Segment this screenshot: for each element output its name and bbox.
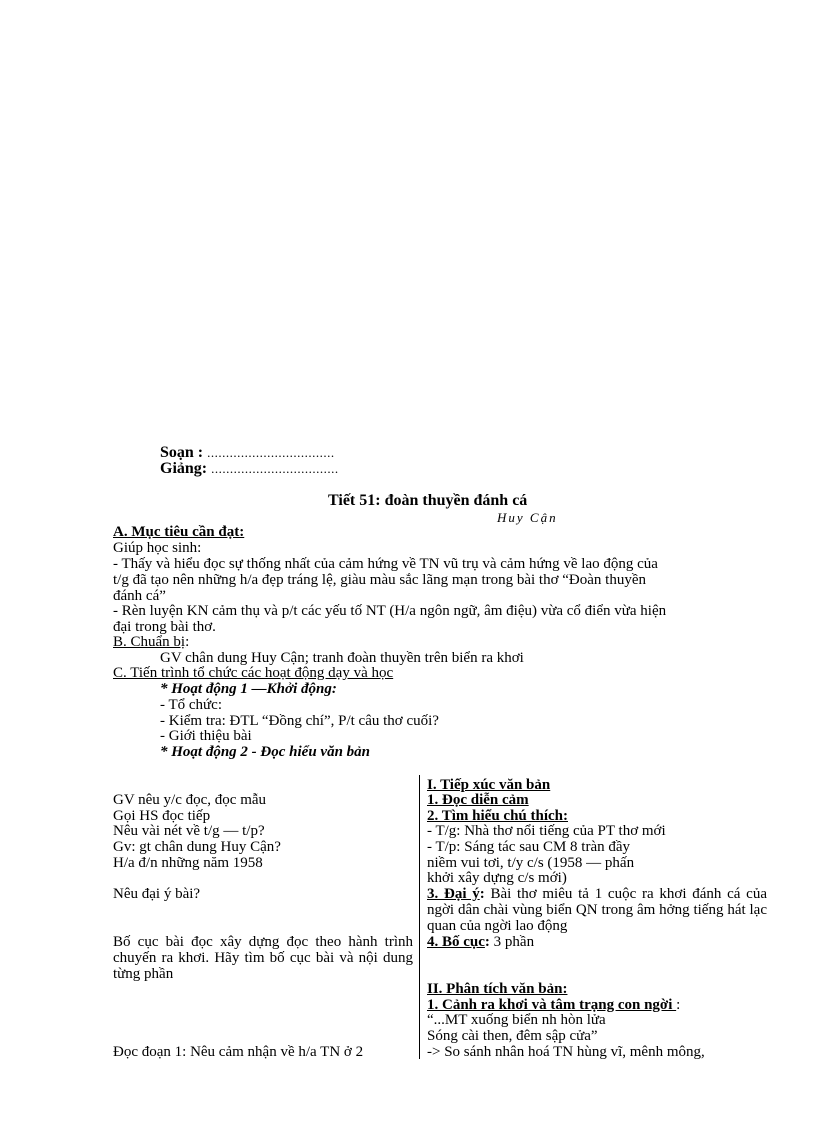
- part-1-heading: I. Tiếp xúc văn bản: [427, 777, 551, 793]
- part-2-heading: II. Phân tích văn bản:: [427, 981, 568, 997]
- activity-1-heading: * Hoạt động 1 —Khởi động:: [160, 681, 337, 697]
- teacher-activity-line: Gv: gt chân dung Huy Cận?: [113, 839, 281, 855]
- work-note-line-1: - T/p: Sáng tác sau CM 8 tràn đầy: [427, 839, 631, 855]
- objective-1-line-3: đánh cá”: [113, 588, 166, 604]
- activity-1-item: - Giới thiệu bài: [160, 728, 252, 744]
- main-idea-colon: :: [479, 886, 485, 902]
- teacher-activity-line: GV nêu y/c đọc, đọc mẫu: [113, 792, 267, 808]
- author-name: Huy Cận: [497, 510, 558, 525]
- main-idea-text: Bài thơ miêu tả 1 cuộc ra khơi đánh cá của ngời dân chài vùng biển QN trong âm hởng tiếng hát lạc quan của ngời lao động: [427, 886, 767, 934]
- quote-line-2: Sóng cài then, đêm sập cửa”: [427, 1028, 598, 1044]
- section-a-heading: A. Mục tiêu cần đạt:: [113, 524, 245, 540]
- objective-2-line-2: đại trong bài thơ.: [113, 619, 216, 635]
- reading-heading: 1. Đọc diễn cảm: [427, 792, 529, 808]
- section-a-intro: Giúp học sinh:: [113, 540, 202, 556]
- structure-heading: 4. Bố cục: [427, 934, 485, 950]
- teacher-activity-line: Gọi HS đọc tiếp: [113, 808, 211, 824]
- soan-label: Soạn :: [160, 444, 204, 461]
- section-b-heading-line: [113, 634, 189, 650]
- lesson-title: Tiết 51: đoàn thuyền đánh cá: [328, 492, 528, 509]
- quote-line-1: “...MT xuống biển nh hòn lửa: [427, 1012, 606, 1028]
- question-structure: Bố cục bài đọc xây dựng đọc theo hành trình chuyến ra khơi. Hãy tìm bố cục bài và nội dung từng phần: [113, 934, 413, 982]
- giang-value: ..................................: [211, 461, 339, 476]
- question-passage-1: Đọc đoạn 1: Nêu cảm nhận về h/a TN ở 2: [113, 1044, 364, 1060]
- giang-label: Giảng:: [160, 460, 208, 477]
- main-idea-block: [427, 886, 767, 934]
- objective-1-line-1: - Thấy và hiểu đọc sự thống nhất của cảm hứng về TN vũ trụ và cảm hứng về lao động của: [113, 556, 658, 572]
- work-note-line-2: niềm vui tơi, t/y c/s (1958 — phấn: [427, 855, 635, 871]
- main-idea-heading: 3. Đại ý: [427, 886, 480, 902]
- soan-value: ..................................: [207, 445, 335, 460]
- question-main-idea: Nêu đại ý bài?: [113, 886, 201, 902]
- teacher-activity-line: Nêu vài nét về t/g — t/p?: [113, 823, 265, 839]
- scene-heading-line: [427, 997, 680, 1013]
- scene-colon: :: [676, 997, 681, 1013]
- activity-2-heading: * Hoạt động 2 - Đọc hiểu văn bản: [160, 744, 371, 760]
- structure-text: 3 phần: [489, 934, 535, 950]
- section-c-heading: C. Tiến trình tổ chức các hoạt động dạy và học: [113, 665, 394, 681]
- structure-colon: :: [484, 934, 490, 950]
- teacher-activity-line: H/a đ/n những năm 1958: [113, 855, 263, 871]
- section-b-colon: :: [185, 634, 190, 650]
- activity-1-item: - Tổ chức:: [160, 697, 222, 713]
- structure-line: [427, 934, 534, 950]
- giang-line: [160, 461, 339, 477]
- preparation-content: GV chân dung Huy Cận; tranh đoàn thuyền trên biển ra khơi: [160, 650, 524, 666]
- activity-1-item: - Kiểm tra: ĐTL “Đồng chí”, P/t câu thơ cuối?: [160, 713, 439, 729]
- column-divider: [419, 775, 420, 1059]
- scene-heading: 1. Cảnh ra khơi và tâm trạng con ngời: [427, 997, 677, 1013]
- section-b-heading: B. Chuẩn bị: [113, 634, 186, 650]
- annotations-heading: 2. Tìm hiểu chú thích:: [427, 808, 568, 824]
- analysis-line: -> So sánh nhân hoá TN hùng vĩ, mênh mông,: [427, 1044, 705, 1060]
- work-note-line-3: khởi xây dựng c/s mới): [427, 870, 567, 886]
- objective-2-line-1: - Rèn luyện KN cảm thụ và p/t các yếu tố NT (H/a ngôn ngữ, âm điệu) vừa cổ điển vừa hiện: [113, 603, 667, 619]
- soan-line: [160, 445, 335, 461]
- author-note: - T/g: Nhà thơ nổi tiếng của PT thơ mới: [427, 823, 666, 839]
- objective-1-line-2: t/g đã tạo nên những h/a đẹp tráng lệ, giàu màu sắc lãng mạn trong bài thơ “Đoàn thuyền: [113, 572, 646, 588]
